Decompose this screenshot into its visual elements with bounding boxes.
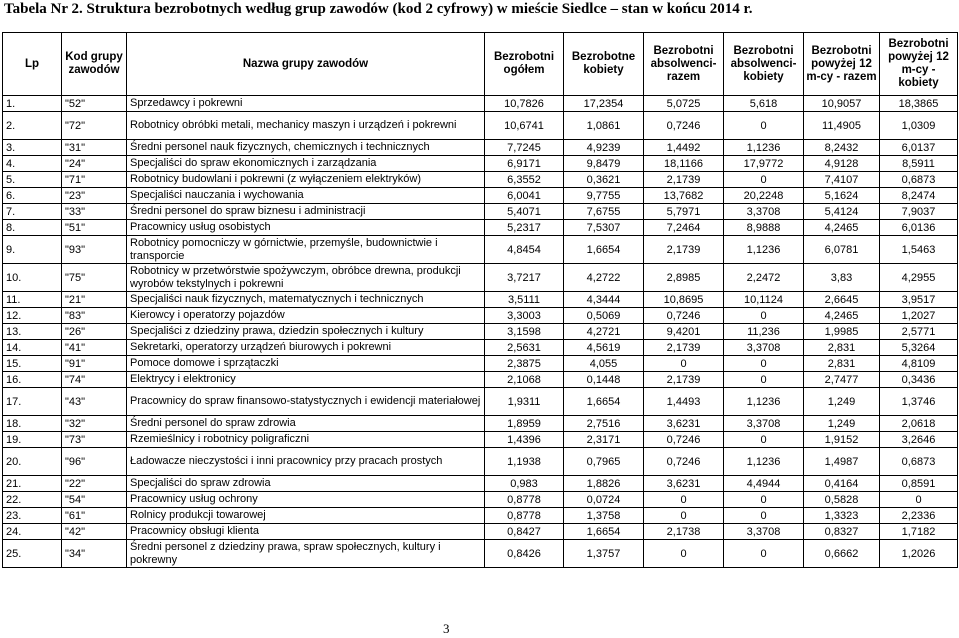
row-code: "41" [62,340,127,356]
row-total: 10,6741 [485,112,564,140]
row-long-term-women: 3,9517 [880,292,958,308]
row-name: Średni personel nauk fizycznych, chemicznych i technicznych [127,140,485,156]
row-long-term-total: 1,4987 [804,448,880,476]
row-graduates-women: 17,9772 [724,156,804,172]
row-total: 2,5631 [485,340,564,356]
row-lp: 18. [3,416,62,432]
row-women: 1,0861 [564,112,644,140]
row-graduates-women: 1,1236 [724,448,804,476]
row-code: "83" [62,308,127,324]
row-graduates-total: 2,8985 [644,264,724,292]
row-graduates-women: 1,1236 [724,236,804,264]
row-long-term-women: 8,5911 [880,156,958,172]
row-women: 4,5619 [564,340,644,356]
row-long-term-total: 1,9985 [804,324,880,340]
row-graduates-women: 0 [724,432,804,448]
row-name: Elektrycy i elektronicy [127,372,485,388]
row-name: Robotnicy budowlani i pokrewni (z wyłączeniem elektryków) [127,172,485,188]
table-row [3,540,958,568]
row-name: Pracownicy obsługi klienta [127,524,485,540]
row-long-term-total: 3,83 [804,264,880,292]
row-women: 4,055 [564,356,644,372]
row-code: "91" [62,356,127,372]
row-graduates-total: 3,6231 [644,476,724,492]
row-women: 1,6654 [564,524,644,540]
row-graduates-women: 0 [724,492,804,508]
row-long-term-women: 7,9037 [880,204,958,220]
row-women: 1,3758 [564,508,644,524]
row-total: 1,4396 [485,432,564,448]
row-code: "51" [62,220,127,236]
table-row [3,112,958,140]
row-lp: 2. [3,112,62,140]
row-women: 2,3171 [564,432,644,448]
row-name: Kierowcy i operatorzy pojazdów [127,308,485,324]
row-code: "24" [62,156,127,172]
row-name: Specjaliści do spraw ekonomicznych i zarządzania [127,156,485,172]
row-code: "32" [62,416,127,432]
row-code: "74" [62,372,127,388]
row-total: 0,8778 [485,508,564,524]
row-code: "75" [62,264,127,292]
row-lp: 13. [3,324,62,340]
row-long-term-women: 0,8591 [880,476,958,492]
row-graduates-women: 1,1236 [724,140,804,156]
row-long-term-total: 0,6662 [804,540,880,568]
row-graduates-women: 5,618 [724,96,804,112]
page-title: Tabela Nr 2. Struktura bezrobotnych według grup zawodów (kod 2 cyfrowy) w mieście Siedlce – stan w końcu 2014 r. [4,1,753,17]
table-row [3,156,958,172]
row-graduates-total: 0,7246 [644,448,724,476]
row-lp: 4. [3,156,62,172]
row-graduates-total: 3,6231 [644,416,724,432]
row-graduates-women: 0 [724,112,804,140]
row-graduates-women: 0 [724,372,804,388]
table-row [3,372,958,388]
row-women: 4,3444 [564,292,644,308]
table-row [3,264,958,292]
row-graduates-total: 2,1739 [644,236,724,264]
row-graduates-total: 0 [644,492,724,508]
row-long-term-women: 2,2336 [880,508,958,524]
header-long-term-total: Bezrobotni powyżej 12 m-cy - razem [804,33,880,96]
row-long-term-women: 6,0136 [880,220,958,236]
row-name: Średni personel do spraw biznesu i administracji [127,204,485,220]
row-name: Specjaliści z dziedziny prawa, dziedzin społecznych i kultury [127,324,485,340]
row-code: "61" [62,508,127,524]
row-graduates-women: 20,2248 [724,188,804,204]
row-long-term-total: 6,0781 [804,236,880,264]
row-lp: 16. [3,372,62,388]
row-total: 10,7826 [485,96,564,112]
row-long-term-total: 1,249 [804,416,880,432]
row-long-term-women: 6,0137 [880,140,958,156]
row-name: Robotnicy w przetwórstwie spożywczym, obróbce drewna, produkcji wyrobów tekstylnych i pokrewni [127,264,485,292]
row-graduates-women: 3,3708 [724,524,804,540]
row-long-term-women: 1,2027 [880,308,958,324]
row-long-term-total: 8,2432 [804,140,880,156]
row-code: "72" [62,112,127,140]
table-row [3,508,958,524]
row-lp: 19. [3,432,62,448]
row-graduates-women: 10,1124 [724,292,804,308]
row-lp: 14. [3,340,62,356]
row-long-term-total: 2,831 [804,340,880,356]
row-graduates-total: 5,0725 [644,96,724,112]
row-name: Specjaliści nauk fizycznych, matematycznych i technicznych [127,292,485,308]
row-total: 3,7217 [485,264,564,292]
row-women: 9,7755 [564,188,644,204]
row-graduates-total: 7,2464 [644,220,724,236]
table-row [3,432,958,448]
row-women: 4,9239 [564,140,644,156]
row-graduates-women: 0 [724,172,804,188]
row-long-term-total: 10,9057 [804,96,880,112]
row-long-term-total: 0,4164 [804,476,880,492]
table-row [3,356,958,372]
row-long-term-women: 0,3436 [880,372,958,388]
row-name: Ładowacze nieczystości i inni pracownicy przy pracach prostych [127,448,485,476]
row-long-term-women: 0 [880,492,958,508]
row-graduates-women: 0 [724,508,804,524]
row-long-term-total: 1,9152 [804,432,880,448]
row-lp: 3. [3,140,62,156]
row-code: "54" [62,492,127,508]
row-lp: 6. [3,188,62,204]
table-row [3,492,958,508]
row-women: 1,3757 [564,540,644,568]
row-long-term-women: 2,0618 [880,416,958,432]
row-graduates-women: 4,4944 [724,476,804,492]
row-graduates-total: 0,7246 [644,432,724,448]
row-code: "22" [62,476,127,492]
table-row [3,308,958,324]
row-lp: 7. [3,204,62,220]
row-name: Robotnicy pomocniczy w górnictwie, przemyśle, budownictwie i transporcie [127,236,485,264]
row-long-term-total: 2,7477 [804,372,880,388]
table-row [3,388,958,416]
row-lp: 21. [3,476,62,492]
row-code: "23" [62,188,127,204]
row-long-term-women: 1,2026 [880,540,958,568]
row-lp: 8. [3,220,62,236]
row-graduates-total: 2,1739 [644,340,724,356]
row-women: 0,0724 [564,492,644,508]
row-name: Średni personel z dziedziny prawa, spraw społecznych, kultury i pokrewny [127,540,485,568]
table-row [3,448,958,476]
page-number: 3 [443,621,450,636]
row-graduates-total: 0 [644,508,724,524]
row-total: 5,2317 [485,220,564,236]
row-graduates-total: 13,7682 [644,188,724,204]
row-graduates-total: 5,7971 [644,204,724,220]
header-total: Bezrobotni ogółem [485,33,564,96]
row-name: Pracownicy usług osobistych [127,220,485,236]
row-total: 1,1938 [485,448,564,476]
row-name: Specjaliści do spraw zdrowia [127,476,485,492]
row-women: 1,8826 [564,476,644,492]
row-long-term-total: 4,9128 [804,156,880,172]
row-code: "33" [62,204,127,220]
row-graduates-total: 2,1739 [644,372,724,388]
table-row [3,416,958,432]
row-total: 3,3003 [485,308,564,324]
row-name: Specjaliści nauczania i wychowania [127,188,485,204]
row-lp: 15. [3,356,62,372]
row-women: 7,5307 [564,220,644,236]
header-code: Kod grupy zawodów [62,33,127,96]
row-long-term-women: 1,3746 [880,388,958,416]
row-long-term-total: 2,6645 [804,292,880,308]
row-total: 4,8454 [485,236,564,264]
table-body [3,96,958,568]
row-code: "26" [62,324,127,340]
row-lp: 11. [3,292,62,308]
occupation-table [2,32,958,568]
row-graduates-women: 0 [724,356,804,372]
row-lp: 12. [3,308,62,324]
row-women: 1,6654 [564,236,644,264]
row-long-term-total: 5,4124 [804,204,880,220]
row-graduates-total: 18,1166 [644,156,724,172]
header-graduates-women: Bezrobotni absolwenci- kobiety [724,33,804,96]
header-row [3,33,958,96]
row-long-term-women: 3,2646 [880,432,958,448]
row-long-term-women: 4,8109 [880,356,958,372]
row-women: 1,6654 [564,388,644,416]
row-total: 0,8778 [485,492,564,508]
row-total: 6,9171 [485,156,564,172]
row-name: Robotnicy obróbki metali, mechanicy maszyn i urządzeń i pokrewni [127,112,485,140]
row-graduates-women: 8,9888 [724,220,804,236]
row-code: "52" [62,96,127,112]
row-total: 1,9311 [485,388,564,416]
row-lp: 25. [3,540,62,568]
row-women: 0,5069 [564,308,644,324]
row-long-term-women: 1,7182 [880,524,958,540]
header-long-term-women: Bezrobotni powyżej 12 m-cy - kobiety [880,33,958,96]
header-name: Nazwa grupy zawodów [127,33,485,96]
row-women: 7,6755 [564,204,644,220]
row-long-term-total: 1,249 [804,388,880,416]
row-women: 0,1448 [564,372,644,388]
row-women: 4,2722 [564,264,644,292]
row-long-term-total: 2,831 [804,356,880,372]
row-lp: 22. [3,492,62,508]
row-total: 0,8427 [485,524,564,540]
row-women: 4,2721 [564,324,644,340]
row-long-term-women: 0,6873 [880,448,958,476]
row-code: "93" [62,236,127,264]
row-long-term-total: 4,2465 [804,308,880,324]
row-graduates-women: 3,3708 [724,204,804,220]
row-code: "34" [62,540,127,568]
row-graduates-total: 9,4201 [644,324,724,340]
table-row [3,204,958,220]
row-name: Pomoce domowe i sprzątaczki [127,356,485,372]
row-total: 3,1598 [485,324,564,340]
table-row [3,476,958,492]
table-row [3,524,958,540]
row-total: 6,0041 [485,188,564,204]
row-graduates-total: 10,8695 [644,292,724,308]
row-women: 2,7516 [564,416,644,432]
row-women: 17,2354 [564,96,644,112]
row-graduates-women: 11,236 [724,324,804,340]
row-lp: 1. [3,96,62,112]
row-graduates-total: 2,1738 [644,524,724,540]
table-row [3,340,958,356]
row-name: Pracownicy usług ochrony [127,492,485,508]
row-code: "31" [62,140,127,156]
row-code: "73" [62,432,127,448]
row-graduates-women: 3,3708 [724,416,804,432]
row-graduates-women: 0 [724,308,804,324]
row-graduates-women: 0 [724,540,804,568]
table-row [3,96,958,112]
row-lp: 24. [3,524,62,540]
row-code: "21" [62,292,127,308]
header-lp: Lp [3,33,62,96]
row-long-term-total: 1,3323 [804,508,880,524]
row-name: Rolnicy produkcji towarowej [127,508,485,524]
row-long-term-women: 0,6873 [880,172,958,188]
row-graduates-women: 3,3708 [724,340,804,356]
row-long-term-total: 0,8327 [804,524,880,540]
row-total: 2,3875 [485,356,564,372]
row-long-term-women: 2,5771 [880,324,958,340]
row-long-term-total: 5,1624 [804,188,880,204]
row-total: 2,1068 [485,372,564,388]
row-graduates-total: 0,7246 [644,112,724,140]
row-long-term-women: 5,3264 [880,340,958,356]
row-total: 7,7245 [485,140,564,156]
table-row [3,188,958,204]
row-long-term-women: 18,3865 [880,96,958,112]
table-header [3,33,958,96]
row-name: Rzemieślnicy i robotnicy poligraficzni [127,432,485,448]
row-lp: 20. [3,448,62,476]
row-graduates-total: 0,7246 [644,308,724,324]
row-total: 1,8959 [485,416,564,432]
table-row [3,172,958,188]
row-graduates-total: 0 [644,540,724,568]
row-code: "42" [62,524,127,540]
table-row [3,236,958,264]
row-women: 0,7965 [564,448,644,476]
row-name: Sekretarki, operatorzy urządzeń biurowych i pokrewni [127,340,485,356]
row-code: "43" [62,388,127,416]
row-name: Pracownicy do spraw finansowo-statystycznych i ewidencji materiałowej [127,388,485,416]
table-row [3,140,958,156]
header-women: Bezrobotne kobiety [564,33,644,96]
row-graduates-total: 1,4493 [644,388,724,416]
row-long-term-women: 8,2474 [880,188,958,204]
row-graduates-women: 1,1236 [724,388,804,416]
row-graduates-women: 2,2472 [724,264,804,292]
row-long-term-total: 4,2465 [804,220,880,236]
row-total: 0,8426 [485,540,564,568]
row-long-term-women: 1,5463 [880,236,958,264]
table-row [3,292,958,308]
row-lp: 23. [3,508,62,524]
row-graduates-total: 2,1739 [644,172,724,188]
row-women: 0,3621 [564,172,644,188]
row-name: Średni personel do spraw zdrowia [127,416,485,432]
row-women: 9,8479 [564,156,644,172]
table-row [3,220,958,236]
row-code: "96" [62,448,127,476]
row-total: 0,983 [485,476,564,492]
row-long-term-total: 0,5828 [804,492,880,508]
row-long-term-total: 7,4107 [804,172,880,188]
row-total: 5,4071 [485,204,564,220]
row-total: 3,5111 [485,292,564,308]
row-lp: 17. [3,388,62,416]
table-row [3,324,958,340]
row-graduates-total: 1,4492 [644,140,724,156]
row-name: Sprzedawcy i pokrewni [127,96,485,112]
row-lp: 5. [3,172,62,188]
row-code: "71" [62,172,127,188]
row-long-term-total: 11,4905 [804,112,880,140]
header-graduates-total: Bezrobotni absolwenci- razem [644,33,724,96]
row-lp: 10. [3,264,62,292]
row-long-term-women: 1,0309 [880,112,958,140]
row-long-term-women: 4,2955 [880,264,958,292]
row-total: 6,3552 [485,172,564,188]
row-graduates-total: 0 [644,356,724,372]
row-lp: 9. [3,236,62,264]
